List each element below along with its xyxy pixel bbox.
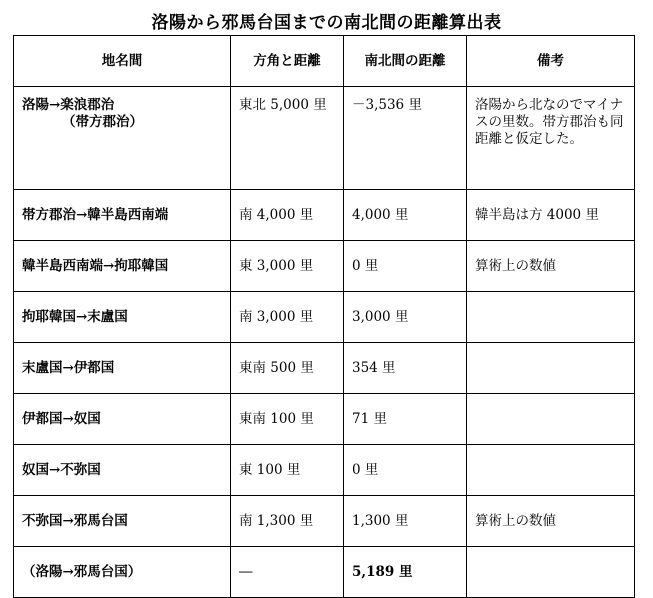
table-row [14, 394, 635, 445]
table-row [14, 445, 635, 496]
direction-cell: 南 4,000 里 [231, 190, 344, 241]
direction-cell: 南 3,000 里 [231, 292, 344, 343]
note-cell: 算術上の数値 [467, 241, 635, 292]
note-cell: 洛陽から北なのでマイナスの里数。帯方郡治も同距離と仮定した。 [467, 87, 635, 190]
table-row [14, 292, 635, 343]
place-cell [14, 87, 231, 190]
ns-distance-cell: 354 里 [344, 343, 467, 394]
ns-distance-cell: 0 里 [344, 445, 467, 496]
table-row [14, 496, 635, 547]
place-line2: （帯方郡治） [62, 113, 143, 130]
header-row [14, 36, 635, 87]
note-cell: 算術上の数値 [467, 496, 635, 547]
direction-cell: 東北 5,000 里 [231, 87, 344, 190]
place-cell: 不弥国→邪馬台国 [14, 496, 231, 547]
note-cell [467, 445, 635, 496]
total-note-cell [467, 547, 635, 598]
direction-cell: 東南 100 里 [231, 394, 344, 445]
table-row [14, 343, 635, 394]
ns-distance-cell: 71 里 [344, 394, 467, 445]
total-place-cell: （洛陽→邪馬台国） [14, 547, 231, 598]
direction-cell: 東南 500 里 [231, 343, 344, 394]
header-place: 地名間 [14, 36, 231, 87]
table-body [14, 87, 635, 598]
header-ns-distance: 南北間の距離 [344, 36, 467, 87]
ns-distance-cell: 3,000 里 [344, 292, 467, 343]
place-cell: 伊都国→奴国 [14, 394, 231, 445]
direction-cell: 東 100 里 [231, 445, 344, 496]
place-cell: 奴国→不弥国 [14, 445, 231, 496]
place-cell: 韓半島西南端→拘耶韓国 [14, 241, 231, 292]
table-header [14, 36, 635, 87]
place-line1: 洛陽→楽浪郡治 [22, 97, 115, 113]
note-cell [467, 343, 635, 394]
distance-table [13, 35, 635, 598]
header-notes: 備考 [467, 36, 635, 87]
ns-distance-cell: 4,000 里 [344, 190, 467, 241]
page-title: 洛陽から邪馬台国までの南北間の距離算出表 [151, 13, 502, 33]
note-cell [467, 394, 635, 445]
place-cell: 拘耶韓国→末盧国 [14, 292, 231, 343]
table-row [14, 241, 635, 292]
place-cell: 末盧国→伊都国 [14, 343, 231, 394]
total-ns-distance-cell: 5,189 里 [344, 547, 467, 598]
total-direction-cell: ― [231, 547, 344, 598]
note-cell [467, 292, 635, 343]
note-cell: 韓半島は方 4000 里 [467, 190, 635, 241]
ns-distance-cell: －3,536 里 [344, 87, 467, 190]
header-direction: 方角と距離 [231, 36, 344, 87]
place-cell: 帯方郡治→韓半島西南端 [14, 190, 231, 241]
ns-distance-cell: 1,300 里 [344, 496, 467, 547]
ns-distance-cell: 0 里 [344, 241, 467, 292]
direction-cell: 南 1,300 里 [231, 496, 344, 547]
direction-cell: 東 3,000 里 [231, 241, 344, 292]
table-row [14, 87, 635, 190]
table-row [14, 190, 635, 241]
total-row [14, 547, 635, 598]
